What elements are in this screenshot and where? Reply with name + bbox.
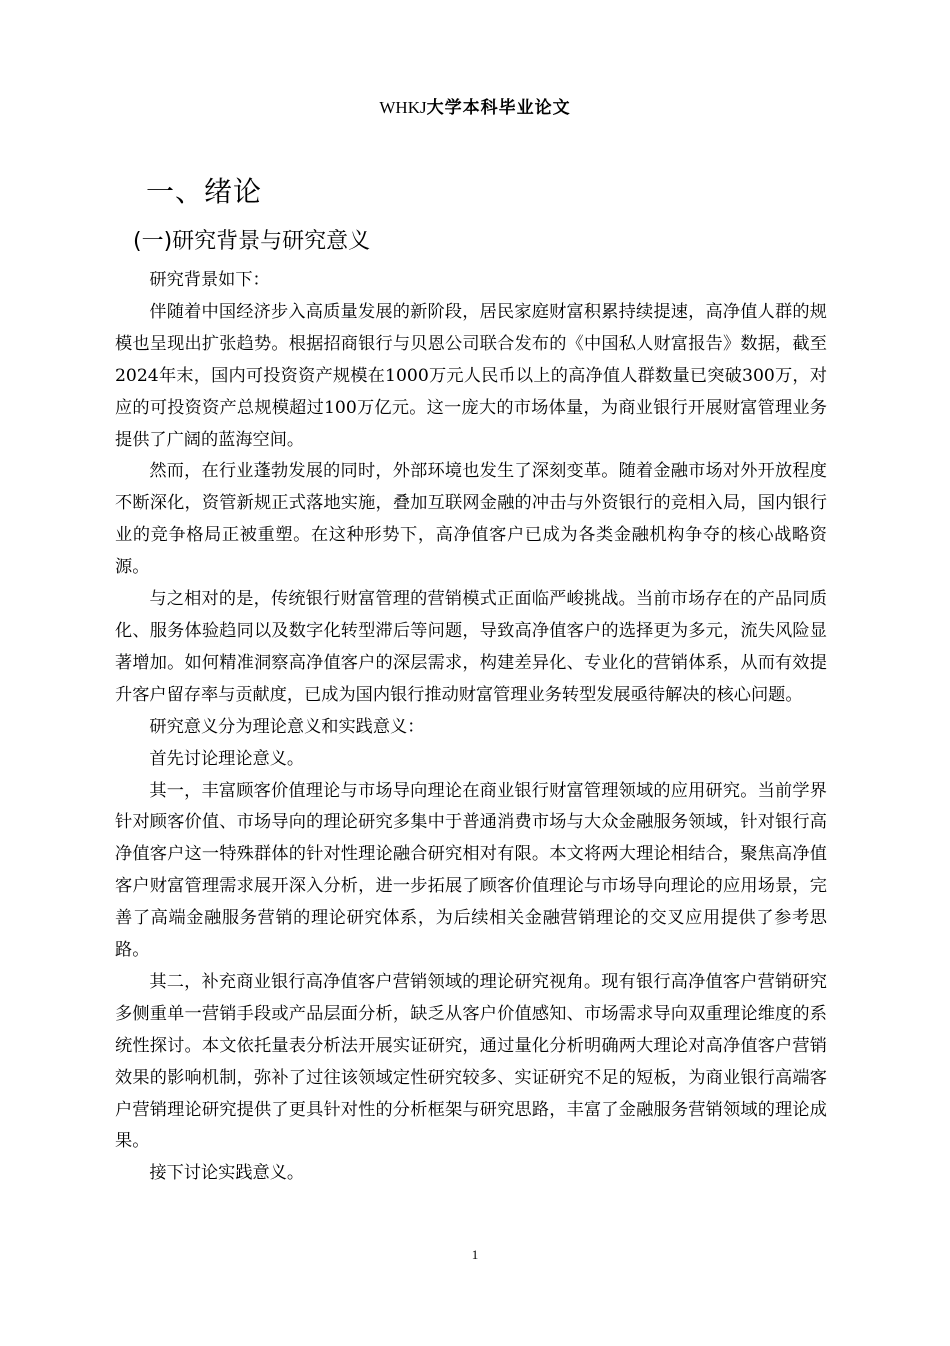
- paragraph-practice-intro: 接下讨论实践意义。: [149, 1163, 305, 1184]
- section-title: (一)研究背景与研究意义: [133, 229, 371, 254]
- header-thesis-label: 大学本科毕业论文: [426, 98, 571, 118]
- body-text: [115, 265, 827, 1190]
- paragraph-competition: 然而，在行业蓬勃发展的同时，外部环境也发生了深刻变革。随着金融市场对外开放程度不断深化，资管新规正式落地实施，叠加互联网金融的冲击与外资银行的竞相入局，国内银行业的竞争格局正被重塑。在这种形势下，高净值客户已成为各类金融机构争夺的核心战略资源。: [115, 461, 827, 578]
- paragraph-theory-intro: 首先讨论理论意义。: [149, 748, 305, 769]
- paragraph-theory-two: 其二，补充商业银行高净值客户营销领域的理论研究视角。现有银行高净值客户营销研究多侧重单一营销手段或产品层面分析，缺乏从客户价值感知、市场需求导向双重理论维度的系统性探讨。本文依托量表分析法开展实证研究，通过量化分析明确两大理论对高净值客户营销效果的影响机制，弥补了过往该领域定性研究较多、实证研究不足的短板，为商业银行高端客户营销理论研究提供了更具针对性的分析框架与研究思路，丰富了金融服务营销领域的理论成果。: [115, 971, 827, 1152]
- paragraph-significance-intro: 研究意义分为理论意义和实践意义：: [149, 716, 425, 737]
- header-school-code: WHKJ: [379, 98, 427, 117]
- paragraph-background-intro: 研究背景如下：: [149, 270, 270, 290]
- running-header: [0, 96, 950, 120]
- paragraph-high-net-worth-growth: 伴随着中国经济步入高质量发展的新阶段，居民家庭财富积累持续提速，高净值人群的规模也呈现出扩张趋势。根据招商银行与贝恩公司联合发布的《中国私人财富报告》数据，截至2024年末，国内可投资资产规模在1000万元人民币以上的高净值人群数量已突破300万，对应的可投资资产总规模超过100万亿元。这一庞大的市场体量，为商业银行开展财富管理业务提供了广阔的蓝海空间。: [115, 301, 827, 450]
- chapter-title: 一、绪论: [146, 175, 263, 208]
- paragraph-marketing-challenge: 与之相对的是，传统银行财富管理的营销模式正面临严峻挑战。当前市场存在的产品同质化、服务体验趋同以及数字化转型滞后等问题，导致高净值客户的选择更为多元，流失风险显著增加。如何精准洞察高净值客户的深层需求，构建差异化、专业化的营销体系，从而有效提升客户留存率与贡献度，已成为国内银行推动财富管理业务转型发展亟待解决的核心问题。: [115, 589, 827, 705]
- paragraph-theory-one: 其一，丰富顾客价值理论与市场导向理论在商业银行财富管理领域的应用研究。当前学界针对顾客价值、市场导向的理论研究多集中于普通消费市场与大众金融服务领域，针对银行高净值客户这一特殊群体的针对性理论融合研究相对有限。本文将两大理论相结合，聚焦高净值客户财富管理需求展开深入分析，进一步拓展了顾客价值理论与市场导向理论的应用场景，完善了高端金融服务营销的理论研究体系，为后续相关金融营销理论的交叉应用提供了参考思路。: [115, 780, 827, 961]
- page-number: 1: [471, 1247, 479, 1262]
